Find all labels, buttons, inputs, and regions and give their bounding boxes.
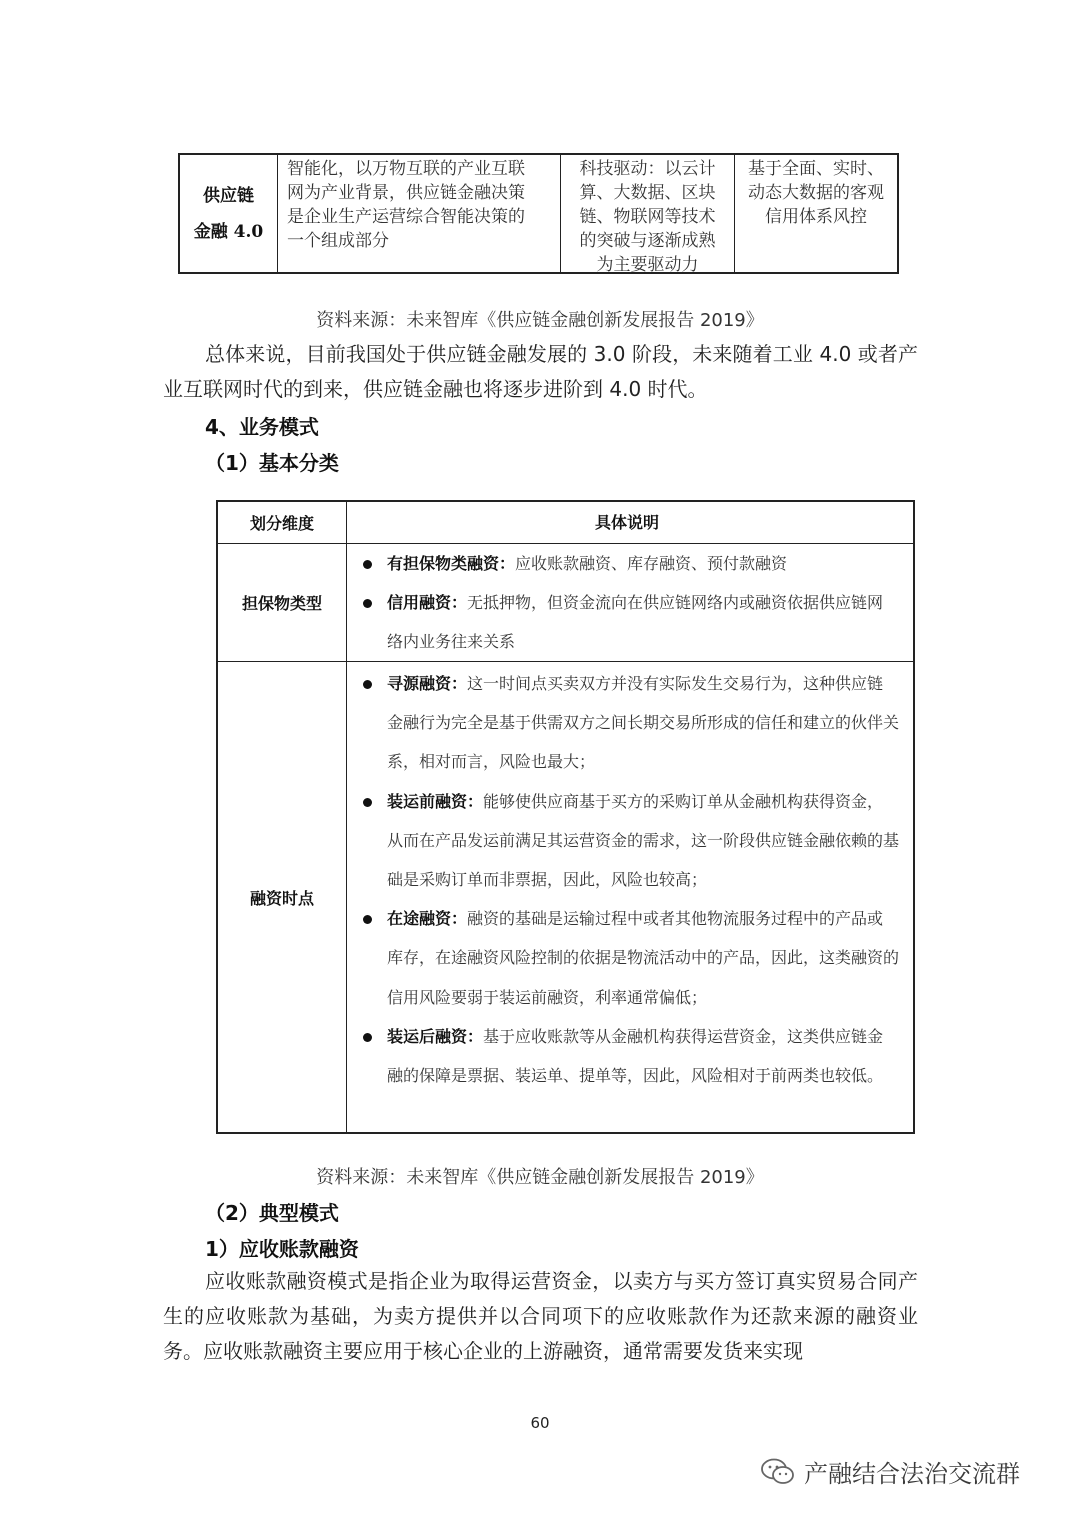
source-caption: 资料来源：未来智库《供应链金融创新发展报告 2019》 [316, 310, 764, 331]
item-term: 装运前融资： [387, 791, 484, 811]
risk-line: 基于全面、实时、 [748, 159, 884, 179]
list-item [355, 544, 899, 583]
item-term: 信用融资： [387, 593, 468, 613]
item-desc: 能够使供应商基于买方的采购订单从金融机构获得资金，从而在产品发运前满足其运营资金的需求，这一阶段供应链金融依赖的基础是采购订单而非票据，因此，风险也较高； [387, 791, 900, 890]
item-desc: 应收账款融资、库存融资、预付款融资 [515, 554, 788, 573]
bullet-icon [363, 798, 372, 807]
bullet-icon [363, 1033, 372, 1042]
list-item [355, 1017, 899, 1095]
supply-chain-4-table [178, 153, 899, 274]
feature-line: 一个组成部分 [287, 231, 389, 251]
bullet-icon [363, 599, 372, 608]
subsection-heading: （2）典型模式 [205, 1201, 339, 1225]
receivables-paragraph [163, 1264, 918, 1369]
driver-cell [561, 155, 735, 275]
table-header-row [218, 502, 913, 544]
watermark [760, 1454, 1020, 1489]
item-desc: 这一时间点买卖双方并没有实际发生交易行为，这种供应链金融行为完全是基于供需双方之间长期交易所形成的信任和建立的伙伴关系，相对而言，风险也最大； [387, 674, 900, 772]
table-row [218, 662, 913, 1132]
driver-line: 科技驱动：以云计 [579, 159, 716, 179]
item-term: 有担保物类融资： [387, 554, 516, 573]
risk-line: 动态大数据的客观 [748, 183, 884, 203]
driver-line: 算、大数据、区块 [579, 183, 716, 203]
row-label-timing: 融资时点 [218, 662, 347, 1132]
row-content [347, 662, 913, 1132]
subsection-heading: 1）应收账款融资 [205, 1237, 359, 1261]
bullet-icon [363, 680, 372, 689]
header-dimension: 划分维度 [218, 502, 347, 543]
summary-paragraph [163, 337, 918, 407]
receivables-text: 应收账款融资模式是指企业为取得运营资金，以卖方与买方签订真实贸易合同产生的应收账款为基础，为卖方提供并以合同项下的应收账款作为还款来源的融资业务。应收账款融资主要应用于核心企业的上游融资，通常需要发货来实现 [163, 1269, 918, 1363]
item-term: 在途融资： [387, 909, 468, 929]
wechat-icon [760, 1457, 796, 1487]
risk-line: 信用体系风控 [765, 207, 867, 227]
subsection-heading: （1）基本分类 [205, 451, 339, 475]
list-item [355, 899, 899, 1017]
summary-text: 总体来说，目前我国处于供应链金融发展的 3.0 阶段，未来随着工业 4.0 或者产业互联网时代的到来，供应链金融也将逐步进阶到 4.0 时代。 [163, 342, 918, 401]
feature-cell [278, 155, 561, 272]
risk-cell [735, 155, 897, 272]
source-caption: 资料来源：未来智库《供应链金融创新发展报告 2019》 [316, 1167, 764, 1188]
section-heading: 4、业务模式 [205, 415, 319, 439]
driver-line: 的突破与逐渐成熟 [579, 231, 716, 251]
item-term: 寻源融资： [387, 674, 468, 693]
list-item [355, 664, 899, 782]
stage-label-line2: 金融 4.0 [193, 221, 264, 242]
watermark-text: 产融结合法治交流群 [804, 1460, 1020, 1488]
feature-line: 网为产业背景，供应链金融决策 [287, 183, 525, 203]
driver-line: 为主要驱动力 [596, 255, 699, 275]
table-row [218, 544, 913, 662]
item-desc: 无抵押物，但资金流向在供应链网络内或融资依据供应链网络内业务往来关系 [387, 593, 884, 652]
list-item [355, 782, 899, 900]
stage-label-line1: 供应链 [203, 185, 254, 206]
feature-line: 是企业生产运营综合智能决策的 [287, 207, 525, 227]
classification-table [216, 500, 915, 1134]
feature-line: 智能化，以万物互联的产业互联 [287, 159, 525, 179]
item-desc: 基于应收账款等从金融机构获得运营资金，这类供应链金融的保障是票据、装运单、提单等，因此，风险相对于前两类也较低。 [387, 1026, 884, 1086]
item-desc: 融资的基础是运输过程中或者其他物流服务过程中的产品或库存，在途融资风险控制的依据是物流活动中的产品，因此，这类融资的信用风险要弱于装运前融资，利率通常偏低； [387, 909, 900, 1007]
row-content [347, 544, 913, 661]
bullet-icon [363, 560, 372, 569]
list-item [355, 583, 899, 661]
driver-line: 链、物联网等技术 [579, 207, 716, 227]
row-label-collateral: 担保物类型 [218, 544, 347, 661]
bullet-icon [363, 915, 372, 924]
page-number: 60 [530, 1414, 550, 1432]
stage-label [180, 155, 278, 272]
item-term: 装运后融资： [387, 1026, 484, 1046]
header-description: 具体说明 [594, 512, 659, 532]
